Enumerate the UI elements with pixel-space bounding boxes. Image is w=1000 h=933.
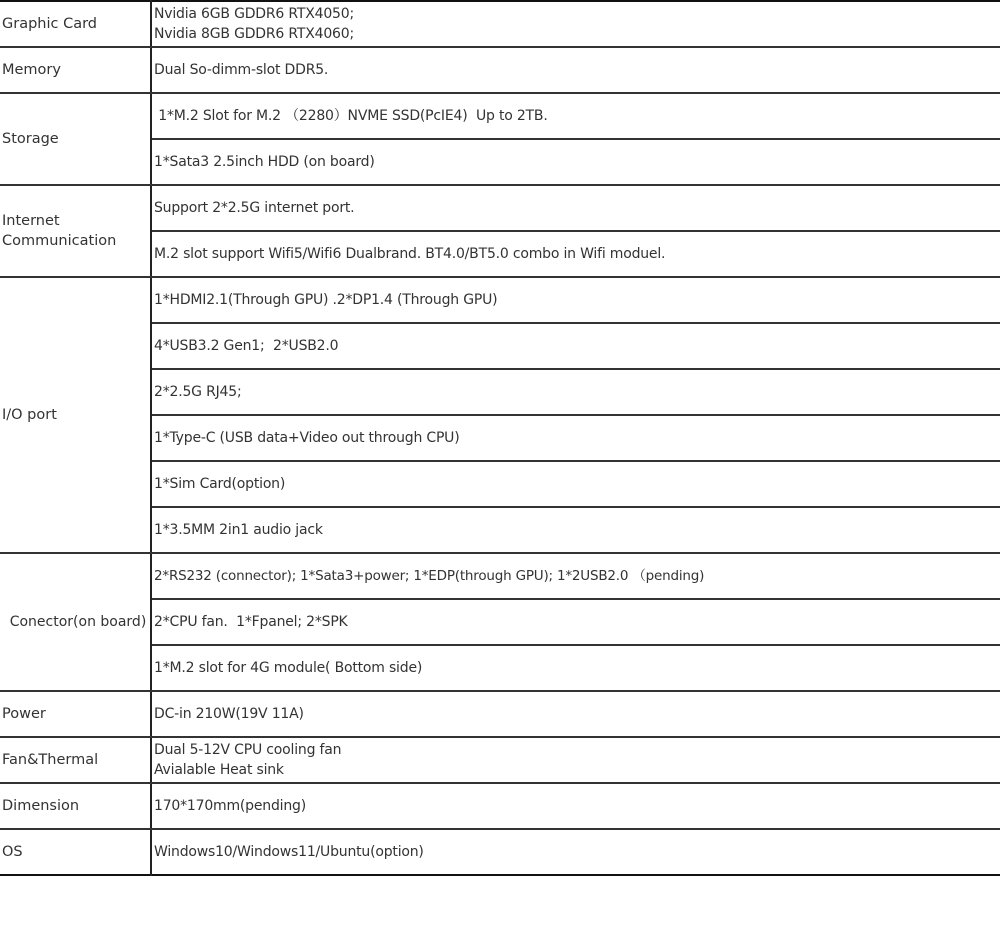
table-row <box>0 691 1000 737</box>
row-value: Support 2*2.5G internet port. <box>151 185 1000 231</box>
row-value: Dual So-dimm-slot DDR5. <box>151 47 1000 93</box>
value-line: Nvidia 8GB GDDR6 RTX4060; <box>154 26 354 42</box>
row-value: 2*CPU fan. 1*Fpanel; 2*SPK <box>151 599 1000 645</box>
table-row <box>0 277 1000 323</box>
table-row <box>0 1 1000 47</box>
row-value <box>151 737 1000 783</box>
row-label: Storage <box>0 93 151 185</box>
table-row <box>0 185 1000 231</box>
row-value: 2*2.5G RJ45; <box>151 369 1000 415</box>
row-value: 4*USB3.2 Gen1; 2*USB2.0 <box>151 323 1000 369</box>
row-label: Memory <box>0 47 151 93</box>
row-label: Conector(on board) <box>0 553 151 691</box>
row-value: 1*Sim Card(option) <box>151 461 1000 507</box>
row-value: 1*M.2 Slot for M.2 （2280）NVME SSD(PcIE4) Up to 2TB. <box>151 93 1000 139</box>
row-label: Graphic Card <box>0 1 151 47</box>
row-label: I/O port <box>0 277 151 553</box>
row-value <box>151 1 1000 47</box>
table-row <box>0 93 1000 139</box>
row-label: OS <box>0 829 151 875</box>
row-label: Dimension <box>0 783 151 829</box>
table-row <box>0 47 1000 93</box>
row-value: 1*M.2 slot for 4G module( Bottom side) <box>151 645 1000 691</box>
row-value: Windows10/Windows11/Ubuntu(option) <box>154 844 424 860</box>
table-row <box>0 737 1000 783</box>
table-row <box>0 783 1000 829</box>
table-row <box>0 553 1000 599</box>
row-value: DC-in 210W(19V 11A) <box>151 691 1000 737</box>
row-value: 1*3.5MM 2in1 audio jack <box>151 507 1000 553</box>
row-value: 1*HDMI2.1(Through GPU) .2*DP1.4 (Through GPU) <box>151 277 1000 323</box>
value-line: Avialable Heat sink <box>154 762 284 778</box>
value-line: Dual 5-12V CPU cooling fan <box>154 742 342 758</box>
row-label: Internet Communication <box>0 185 151 277</box>
row-value: 170*170mm(pending) <box>151 783 1000 829</box>
row-value: M.2 slot support Wifi5/Wifi6 Dualbrand. BT4.0/BT5.0 combo in Wifi moduel. <box>151 231 1000 277</box>
row-value: 2*RS232 (connector); 1*Sata3+power; 1*EDP(through GPU); 1*2USB2.0 （pending) <box>151 553 1000 599</box>
value-line: Nvidia 6GB GDDR6 RTX4050; <box>154 6 354 22</box>
row-value: 1*Type-C (USB data+Video out through CPU) <box>151 415 1000 461</box>
row-label: Power <box>0 691 151 737</box>
row-value: 1*Sata3 2.5inch HDD (on board) <box>151 139 1000 185</box>
row-label: Fan&Thermal <box>0 737 151 783</box>
table-row <box>0 829 1000 875</box>
